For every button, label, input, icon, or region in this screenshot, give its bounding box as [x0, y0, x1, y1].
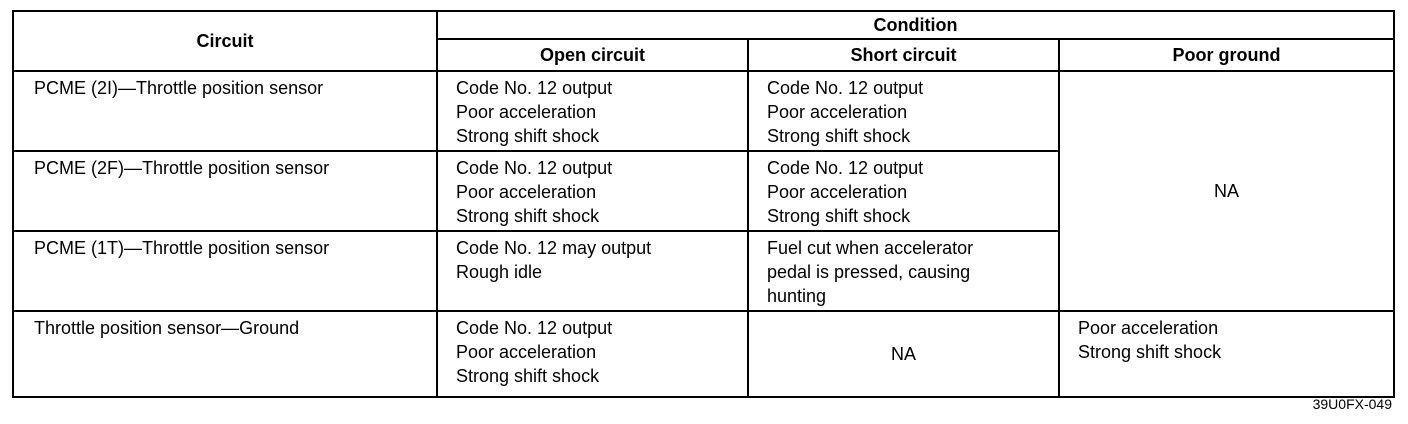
symptom-text: Strong shift shock: [456, 366, 600, 386]
table-row: [13, 71, 1394, 151]
symptom-text: Poor acceleration: [767, 182, 908, 202]
symptom-text: Code No. 12 output: [456, 318, 613, 338]
symptom-text: Poor acceleration: [767, 102, 908, 122]
open-circuit-cell: [437, 311, 748, 397]
symptom-text: Strong shift shock: [767, 206, 911, 226]
short-circuit-cell: [748, 151, 1059, 231]
symptom-text: Code No. 12 output: [456, 78, 613, 98]
circuit-cell: [13, 71, 437, 151]
circuit-cell: [13, 151, 437, 231]
header-circuit: Circuit: [13, 11, 437, 71]
symptom-text: Poor acceleration: [456, 182, 597, 202]
symptom-text: Fuel cut when accelerator: [767, 238, 974, 258]
symptom-text: Strong shift shock: [767, 126, 911, 146]
circuit-label: PCME (2F)—Throttle position sensor: [34, 158, 330, 178]
open-circuit-cell: [437, 71, 748, 151]
symptom-text: pedal is pressed, causing: [767, 262, 971, 282]
poor-ground-na-cell: NA: [1059, 71, 1394, 311]
poor-ground-cell: [1059, 311, 1394, 397]
circuit-label: PCME (1T)—Throttle position sensor: [34, 238, 330, 258]
symptom-text: Rough idle: [456, 262, 543, 282]
open-circuit-cell: [437, 231, 748, 311]
symptom-text: Poor acceleration: [1078, 318, 1219, 338]
symptom-text: Strong shift shock: [1078, 342, 1222, 362]
circuit-cell: [13, 311, 437, 397]
circuit-label: PCME (2I)—Throttle position sensor: [34, 78, 324, 98]
symptom-text: Poor acceleration: [456, 102, 597, 122]
short-circuit-cell: [748, 231, 1059, 311]
header-condition: Condition: [437, 11, 1394, 39]
circuit-label: Throttle position sensor—Ground: [34, 318, 300, 338]
circuit-cell: [13, 231, 437, 311]
symptom-text: Code No. 12 output: [767, 158, 924, 178]
table-row: [13, 311, 1394, 397]
header-short-circuit: Short circuit: [748, 39, 1059, 71]
short-circuit-cell: [748, 71, 1059, 151]
symptom-text: hunting: [767, 286, 827, 306]
symptom-text: Code No. 12 may output: [456, 238, 652, 258]
open-circuit-cell: [437, 151, 748, 231]
symptom-text: Code No. 12 output: [456, 158, 613, 178]
symptom-text: Strong shift shock: [456, 126, 600, 146]
short-circuit-na-cell: NA: [748, 311, 1059, 397]
symptom-text: Poor acceleration: [456, 342, 597, 362]
figure-code: 39U0FX-049: [1312, 396, 1392, 412]
symptom-text: Code No. 12 output: [767, 78, 924, 98]
circuit-condition-table: [12, 10, 1395, 398]
header-open-circuit: Open circuit: [437, 39, 748, 71]
symptom-text: Strong shift shock: [456, 206, 600, 226]
header-poor-ground: Poor ground: [1059, 39, 1394, 71]
